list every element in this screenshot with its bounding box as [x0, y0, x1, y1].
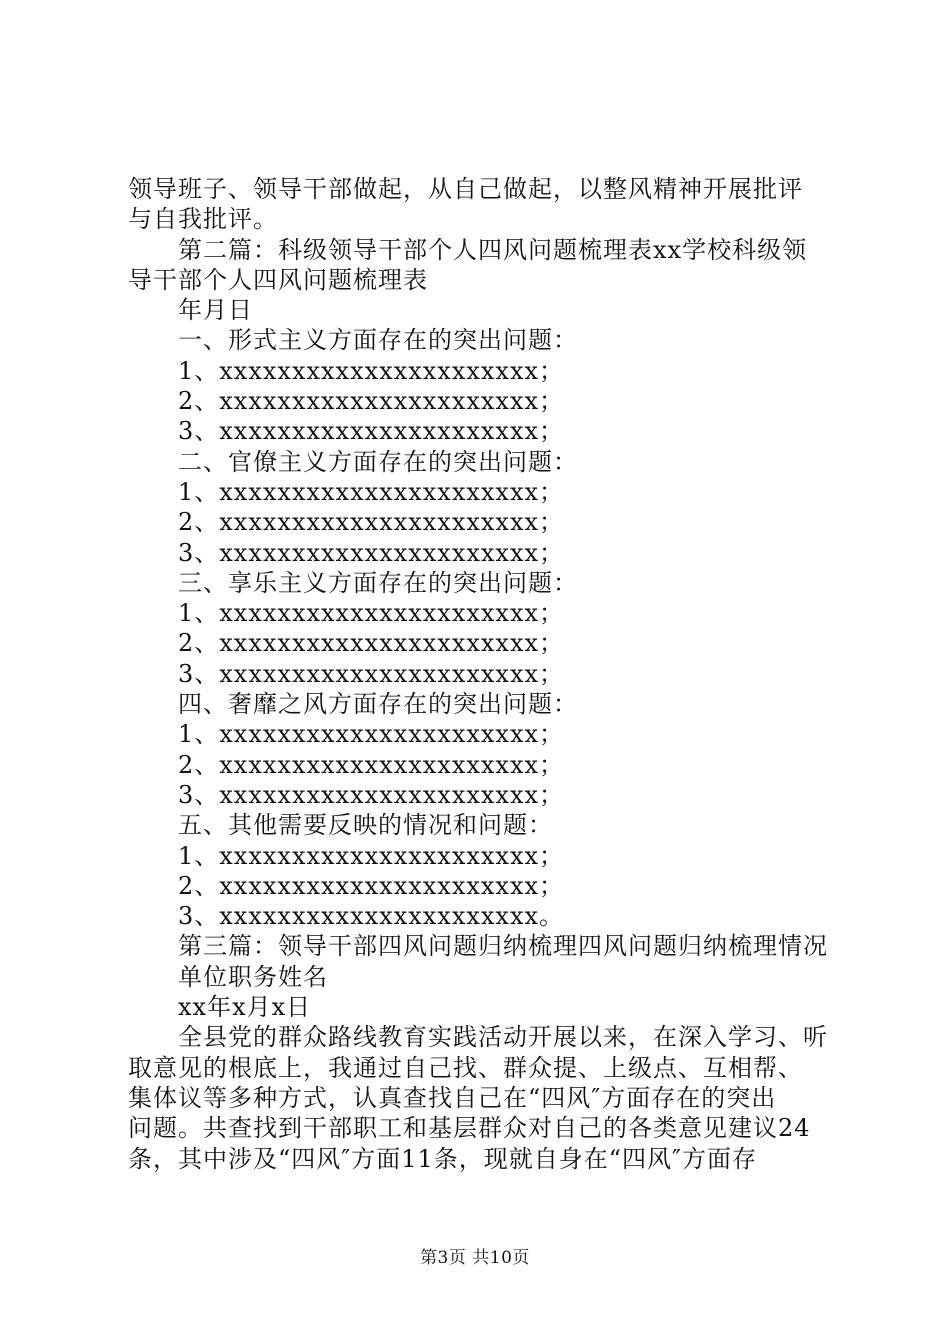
page-footer: 第3页 共10页 — [420, 1248, 530, 1268]
text-line: 3、xxxxxxxxxxxxxxxxxxxxxx； — [178, 538, 565, 567]
text-line: 问题。共查找到干部职工和基层群众对自己的各类意见建议24 — [128, 1114, 811, 1143]
text-line: 二、官僚主义方面存在的突出问题： — [178, 447, 578, 476]
text-line: 3、xxxxxxxxxxxxxxxxxxxxxx； — [178, 659, 565, 688]
text-line: 年月日 — [178, 296, 253, 325]
text-line: 2、xxxxxxxxxxxxxxxxxxxxxx； — [178, 629, 565, 658]
text-line: 取意见的根底上，我通过自己找、群众提、上级点、互相帮、 — [128, 1053, 803, 1082]
text-line: xx年x月x日 — [178, 993, 312, 1022]
text-line: 1、xxxxxxxxxxxxxxxxxxxxxx； — [178, 599, 565, 628]
text-line: 1、xxxxxxxxxxxxxxxxxxxxxx； — [178, 477, 565, 506]
text-line: 一、形式主义方面存在的突出问题： — [178, 326, 578, 355]
text-line: 单位职务姓名 — [178, 962, 328, 991]
text-line: 3、xxxxxxxxxxxxxxxxxxxxxx。 — [178, 902, 565, 931]
text-line: 第二篇：科级领导干部个人四风问题梳理表xx学校科级领 — [178, 235, 808, 264]
text-line: 条，其中涉及“四风″方面11条，现就自身在“四风″方面存 — [128, 1144, 758, 1173]
text-line: 1、xxxxxxxxxxxxxxxxxxxxxx； — [178, 841, 565, 870]
text-line: 2、xxxxxxxxxxxxxxxxxxxxxx； — [178, 508, 565, 537]
text-line: 2、xxxxxxxxxxxxxxxxxxxxxx； — [178, 387, 565, 416]
text-line: 2、xxxxxxxxxxxxxxxxxxxxxx； — [178, 750, 565, 779]
text-line: 3、xxxxxxxxxxxxxxxxxxxxxx； — [178, 417, 565, 446]
text-line: 与自我批评。 — [128, 205, 278, 234]
text-line: 1、xxxxxxxxxxxxxxxxxxxxxx； — [178, 356, 565, 385]
text-line: 五、其他需要反映的情况和问题： — [178, 811, 553, 840]
text-line: 领导班子、领导干部做起，从自己做起，以整风精神开展批评 — [128, 175, 803, 203]
text-line: 3、xxxxxxxxxxxxxxxxxxxxxx； — [178, 780, 565, 809]
text-line: 2、xxxxxxxxxxxxxxxxxxxxxx； — [178, 871, 565, 900]
document-body — [128, 174, 848, 1174]
text-line: 全县党的群众路线教育实践活动开展以来，在深入学习、听 — [178, 1023, 828, 1052]
text-line: 1、xxxxxxxxxxxxxxxxxxxxxx； — [178, 720, 565, 749]
text-line: 三、享乐主义方面存在的突出问题： — [178, 568, 578, 597]
text-line: 导干部个人四风问题梳理表 — [128, 265, 428, 294]
text-line: 集体议等多种方式，认真查找自己在“四风″方面存在的突出 — [128, 1083, 777, 1112]
text-line: 四、奢靡之风方面存在的突出问题： — [178, 690, 578, 719]
text-line: 第三篇：领导干部四风问题归纳梳理四风问题归纳梳理情况 — [178, 932, 828, 961]
